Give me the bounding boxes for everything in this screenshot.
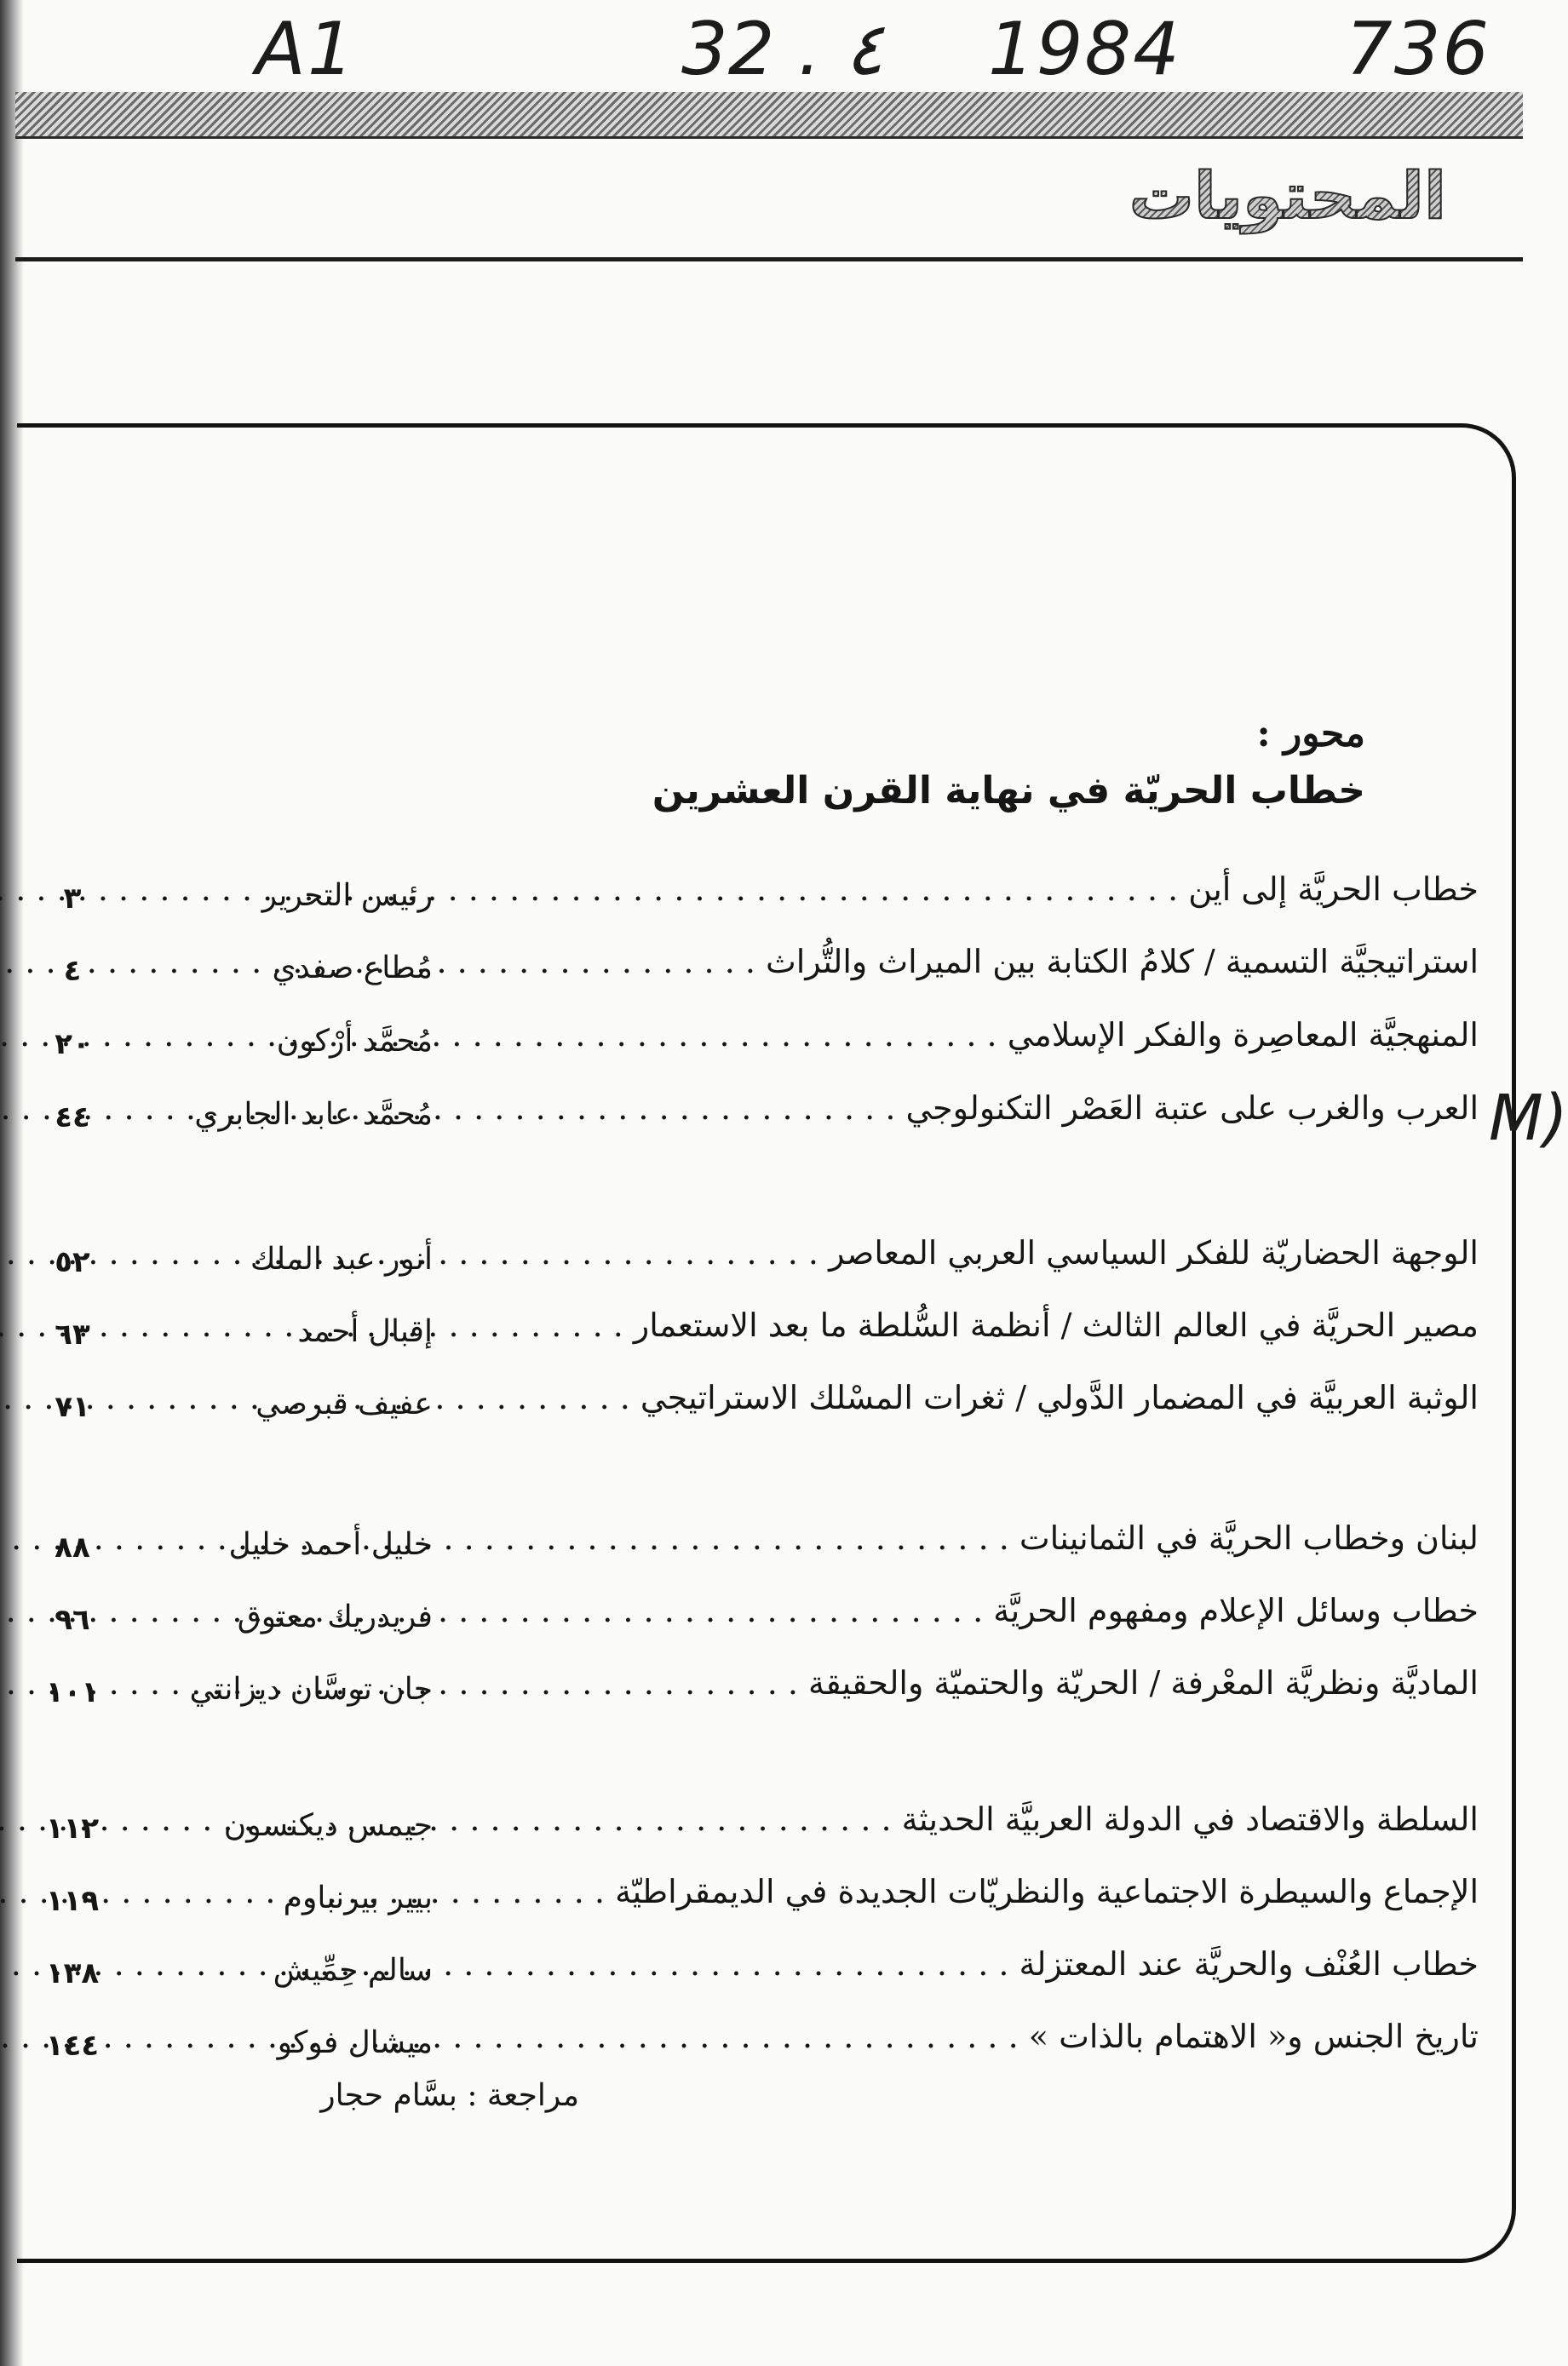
axis-theme: خطاب الحريّة في نهاية القرن العشرين bbox=[652, 769, 1365, 813]
toc-entry[interactable] bbox=[0, 2010, 1557, 2078]
toc-entry-title: لبنان وخطاب الحريَّة في الثمانينات . . . bbox=[474, 1512, 1479, 1565]
toc-entry-title: الماديَّة ونظريَّة المعْرفة / الحريّة والحتميّة والحقيقة . . . bbox=[474, 1657, 1479, 1709]
axis-label: محور : bbox=[1256, 712, 1365, 755]
toc-entry-author: خليل أحمد خليل bbox=[228, 1527, 433, 1562]
toc-entry[interactable] bbox=[0, 935, 1557, 1003]
toc-entry-page: ٩٦ bbox=[55, 1603, 90, 1637]
toc-entry[interactable] bbox=[0, 1657, 1557, 1725]
toc-entry-page: ٨٨ bbox=[55, 1530, 90, 1565]
toc-entry-title: خطاب الحريَّة إلى أين . . . bbox=[474, 863, 1479, 916]
toc-entry-page: ٢٠ bbox=[55, 1027, 90, 1061]
toc-entry-author: ميشال فوكو bbox=[277, 2025, 433, 2060]
toc-entry-title: مصير الحريَّة في العالم الثالث / أنظمة السُّلطة ما بعد الاستعمار . . . bbox=[474, 1299, 1479, 1352]
page-title: المحتويات bbox=[1129, 158, 1446, 233]
toc-entry-author: عفيف قبرصي bbox=[256, 1387, 433, 1421]
toc-entry[interactable] bbox=[0, 1299, 1557, 1367]
toc-entry-author: فريدريك معتوق bbox=[237, 1599, 433, 1634]
toc-entry[interactable] bbox=[0, 863, 1557, 931]
toc-entry-page: ١٤٤ bbox=[45, 2029, 100, 2063]
toc-entry-author: أنور عبد الملك bbox=[250, 1242, 433, 1277]
toc-entry-author: بيير بيرنباوم bbox=[283, 1881, 433, 1915]
handwritten-margin-mark: M) bbox=[1489, 1082, 1568, 1155]
toc-entry[interactable] bbox=[0, 1865, 1557, 1933]
toc-entry-author: مُطاع صفدي bbox=[272, 950, 433, 985]
toc-entry-page: ١١٩ bbox=[45, 1884, 100, 1918]
toc-entry-author: جان توسَّان ديزانتي bbox=[189, 1672, 433, 1707]
toc-entry-page: ٤ bbox=[63, 954, 82, 988]
toc-entry-title: خطاب وسائل الإعلام ومفهوم الحريَّة . . . bbox=[474, 1584, 1479, 1637]
toc-entry-author: مُحمَّد عابد الجابري bbox=[194, 1097, 433, 1132]
review-credit: مراجعة : بسَّام حجار bbox=[320, 2078, 579, 2113]
toc-entry-title: خطاب العُنْف والحريَّة عند المعتزلة . . . bbox=[474, 1938, 1479, 1990]
toc-entry-title: تاريخ الجنس و« الاهتمام بالذات » . . . bbox=[474, 2010, 1479, 2063]
axis-heading bbox=[652, 707, 1365, 821]
toc-entry-author: سالم حِمِّيش bbox=[273, 1953, 433, 1988]
toc-entry-title: استراتيجيَّة التسمية / كلامُ الكتابة بين الميراث والتُّراث . . . bbox=[474, 935, 1479, 988]
toc-entry[interactable] bbox=[0, 1226, 1557, 1295]
header-hatch-band bbox=[15, 92, 1523, 139]
toc-entry-title: السلطة والاقتصاد في الدولة العربيَّة الحديثة . . . bbox=[474, 1793, 1479, 1846]
handwritten-note-4: 736 bbox=[1346, 7, 1491, 92]
toc-entry-author: جيمس ديكنسون bbox=[223, 1808, 433, 1843]
toc-entry-title: العرب والغرب على عتبة العَصْر التكنولوجي . . . bbox=[474, 1082, 1479, 1134]
toc-entry[interactable] bbox=[0, 1082, 1557, 1150]
toc-entry-title: الوثبة العربيَّة في المضمار الدَّولي / ثغرات المسْلك الاستراتيجي . . . bbox=[474, 1371, 1479, 1424]
toc-entry-page: ٤٤ bbox=[55, 1100, 90, 1134]
toc-entry-page: ٧١ bbox=[55, 1390, 90, 1424]
toc-entry-author: إقبال أحمد bbox=[297, 1314, 433, 1349]
handwritten-note-3: 1984 bbox=[988, 7, 1181, 92]
toc-entry[interactable] bbox=[0, 1938, 1557, 2006]
handwritten-note-2: 32 . ٤ bbox=[681, 7, 884, 92]
toc-entry-title: الإجماع والسيطرة الاجتماعية والنظريّات الجديدة في الديمقراطيّة . . . bbox=[474, 1865, 1479, 1918]
toc-entry-page: ٦٣ bbox=[55, 1318, 90, 1352]
toc-entry-author: رئيس التحرير bbox=[261, 878, 433, 913]
handwritten-note-1: A1 bbox=[256, 7, 356, 92]
toc-entry-page: ١١٢ bbox=[45, 1812, 100, 1846]
toc-entry-author: مُحمَّد أرْكون bbox=[276, 1024, 433, 1059]
toc-entry[interactable] bbox=[0, 1371, 1557, 1439]
toc-entry-title: المنهجيَّة المعاصِرة والفكر الإسلامي . . . bbox=[474, 1008, 1479, 1061]
title-divider bbox=[15, 257, 1523, 261]
toc-entry[interactable] bbox=[0, 1512, 1557, 1580]
toc-entry[interactable] bbox=[0, 1793, 1557, 1861]
toc-entry-page: ٣ bbox=[63, 882, 82, 916]
toc-entry-title: الوجهة الحضاريّة للفكر السياسي العربي المعاصر . . . bbox=[474, 1226, 1479, 1279]
toc-entry[interactable] bbox=[0, 1008, 1557, 1077]
toc-entry[interactable] bbox=[0, 1584, 1557, 1652]
toc-entry-page: ١٠١ bbox=[45, 1675, 100, 1709]
toc-entry-page: ١٣٨ bbox=[45, 1956, 100, 1990]
toc-entry-page: ٥٢ bbox=[55, 1245, 90, 1279]
